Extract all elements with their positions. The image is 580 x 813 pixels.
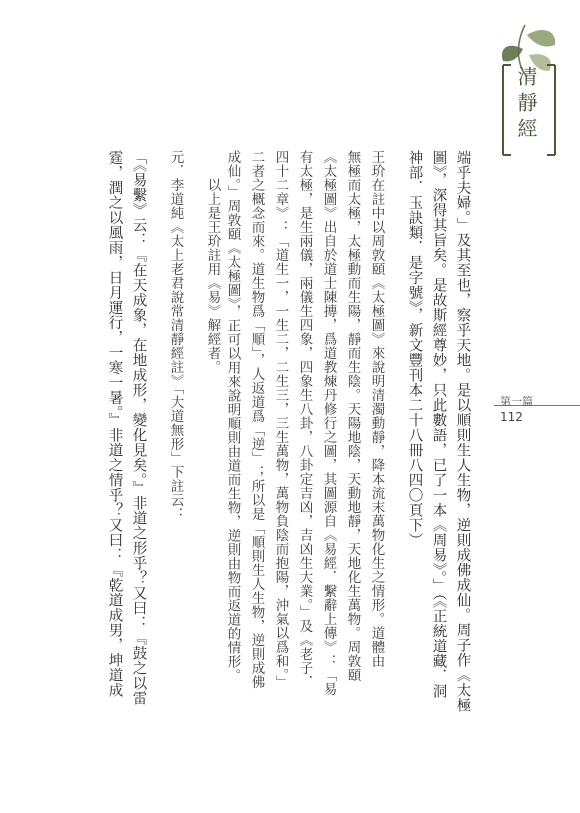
text-column: 圖》，深得其旨矣。是故斯經尊妙，只此數語，已了一本《周易》。」（《正統道藏．洞: [430, 150, 447, 699]
section-label: 第一篇: [500, 395, 533, 408]
book-title: 清靜經: [514, 66, 538, 144]
text-column: 元．李道純《太上老君說常清靜經註》「大道無形」下註云：: [167, 150, 184, 522]
text-column: 王玠在註中以周敦頤《太極圖》來說明清濁動靜，降本流末萬物化生之情形。道體由: [368, 150, 385, 668]
text-column: 無極而太極，太極動而生陽，靜而生陰。天陽地陰，天動地靜，天地化生萬物。周敦頤: [344, 150, 361, 682]
text-column: 成仙。」周敦頤《太極圖》，正可以用來說明順則由道而生物，逆則由物而返道的情形。: [224, 150, 241, 683]
text-column: 「《易繫》云：『在天成象，在地成形，變化見矣。』非道之形乎？又曰：『鼓之以雷: [130, 150, 147, 706]
text-column: 端乎夫婦。」及其至也，察乎天地。是以順則生人生物，逆則成佛成仙。周子作《太極: [454, 150, 471, 713]
text-column: 二者之概念而來。道生物爲「順」，人返道爲「逆」；所以是「順則生人生物，逆則成佛: [248, 150, 265, 690]
text-column: 有太極，是生兩儀，兩儀生四象，四象生八卦，八卦定吉凶，吉凶生大業。」及《老子．: [296, 150, 313, 690]
text-column: 霆，潤之以風雨，日月運行，一寒一暑。』非道之情乎？又曰：『乾道成男，坤道成: [106, 150, 123, 698]
text-column: 四十二章》：「道生一，一生二，二生三，三生萬物，萬物負陰而抱陽，沖氣以爲和。」: [272, 150, 289, 690]
text-column: 以上是王玠註用《易》解經者。: [204, 178, 221, 374]
text-column: 神部．玉訣類．是字號》，新文豐刊本二十八冊八四〇頁下）: [406, 150, 423, 548]
page-number: 112: [500, 410, 523, 424]
text-column: 《太極圖》出自於道士陳摶，爲道教煉丹修行之圖，其圖源自《易經．繫辭上傳》：「易: [320, 150, 337, 696]
